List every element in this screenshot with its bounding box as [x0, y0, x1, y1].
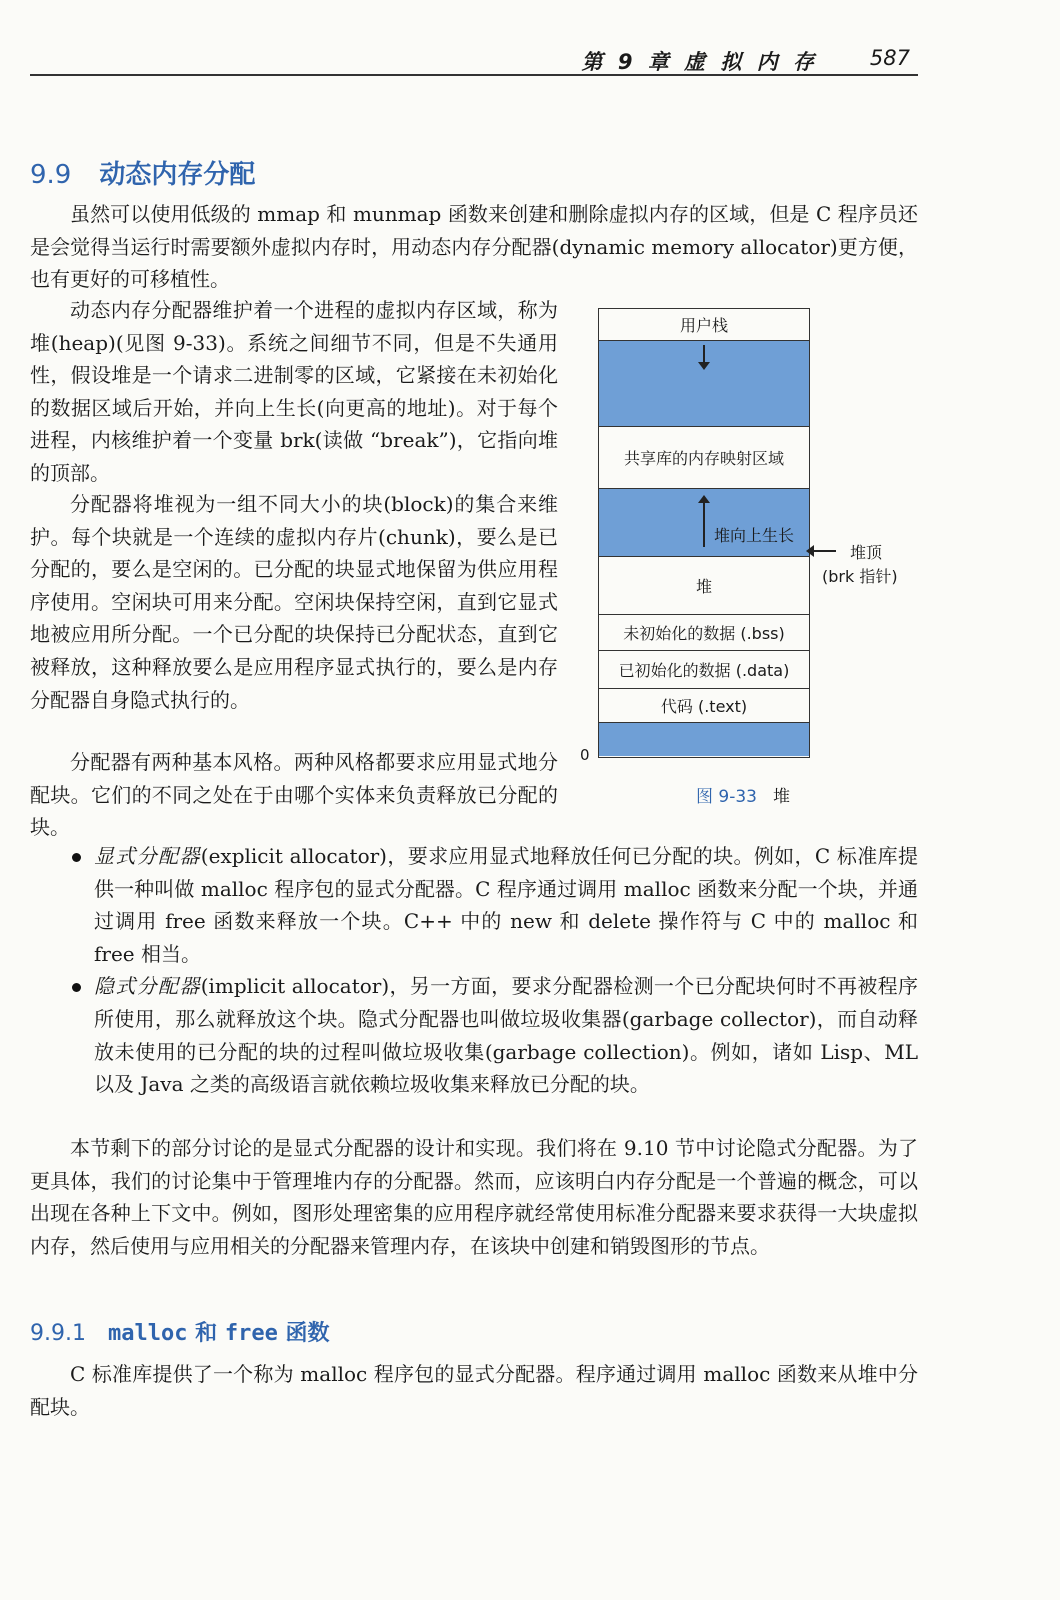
heap-grow-arrow — [703, 503, 705, 547]
segment-shared-libs: 共享库的内存映射区域 — [599, 427, 809, 489]
subsection-title-malloc: malloc — [107, 1321, 188, 1346]
heap-top-label: 堆顶 — [850, 543, 883, 562]
heap-grow-label: 堆向上生长 — [714, 526, 795, 545]
bullet-text: (explicit allocator)，要求应用显式地释放任何已分配的块。例如，C 标准库提供一种叫做 malloc 程序包的显式分配器。C 程序通过调用 malloc 函数来分配一个块，并通过调用 free 函数来释放一个块。C++ 中的 new 和 delete 操作符与 C 中的 malloc 和 free 相当。 — [94, 844, 918, 966]
subsection-number: 9.9.1 — [30, 1321, 86, 1346]
allocator-styles-list — [74, 840, 918, 1101]
subsection-title-suffix: 函数 — [285, 1321, 330, 1346]
segment-bss: 未初始化的数据 (.bss) — [599, 615, 809, 651]
segment-text: 代码 (.text) — [599, 689, 809, 723]
intro-paragraph: 虽然可以使用低级的 mmap 和 munmap 函数来创建和删除虚拟内存的区域，但是 C 程序员还是会觉得当运行时需要额外虚拟内存时，用动态内存分配器(dynamic memory allocator)更方便，也有更好的可移植性。 — [30, 202, 918, 292]
malloc-paragraph: C 标准库提供了一个称为 malloc 程序包的显式分配器。程序通过调用 malloc 函数来从堆中分配块。 — [30, 1362, 918, 1419]
segment-data: 已初始化的数据 (.data) — [599, 651, 809, 689]
bullet-term: 显式分配器 — [94, 844, 201, 868]
list-item — [94, 970, 918, 1100]
styles-paragraph: 分配器有两种基本风格。两种风格都要求应用显式地分配块。它们的不同之处在于由哪个实体来负责释放已分配的块。 — [30, 750, 558, 840]
heap-paragraph: 动态内存分配器维护着一个进程的虚拟内存区域，称为堆(heap)(见图 9-33)。系统之间细节不同，但是不失通用性，假设堆是一个请求二进制零的区域，它紧接在未初始化的数据区域后开始，并向上生长(向更高的地址)。对于每个进程，内核维护着一个变量 brk(读做 “break”)，它指向堆的顶部。 — [30, 298, 558, 485]
stack-grow-arrow — [703, 345, 705, 363]
blocks-paragraph: 分配器将堆视为一组不同大小的块(block)的集合来维护。每个块就是一个连续的虚拟内存片(chunk)，要么是已分配的，要么是空闲的。已分配的块显式地保留为供应用程序使用。空闲块可用来分配。空闲块保持空闲，直到它显式地被应用所分配。一个已分配的块保持已分配状态，直到它被释放，这种释放要么是应用程序显式执行的，要么是内存分配器自身隐式执行的。 — [30, 492, 558, 712]
section-heading — [30, 154, 255, 191]
segment-heap: 堆 — [599, 557, 809, 615]
brk-pointer-label: (brk 指针) — [822, 567, 898, 586]
section-number: 9.9 — [30, 160, 72, 190]
segment-user-stack: 用户栈 — [599, 309, 809, 341]
subsection-title-free: free — [224, 1321, 278, 1346]
bullet-icon — [72, 983, 81, 992]
running-header — [30, 44, 918, 76]
memory-layout — [598, 308, 810, 758]
figure-caption-text: 堆 — [773, 787, 790, 807]
subsection-title-and: 和 — [195, 1321, 218, 1346]
bullet-icon — [72, 853, 81, 862]
list-item — [94, 840, 918, 970]
heap-figure — [578, 304, 938, 814]
subsection-heading — [30, 1316, 330, 1347]
heap-top-arrow — [814, 550, 836, 552]
rest-paragraph: 本节剩下的部分讨论的是显式分配器的设计和实现。我们将在 9.10 节中讨论隐式分配器。为了更具体，我们的讨论集中于管理堆内存的分配器。然而，应该明白内存分配是一个普遍的概念，可以出现在各种上下文中。例如，图形处理密集的应用程序就经常使用标准分配器来要求获得一大块虚拟内存，然后使用与应用相关的分配器来管理内存，在该块中创建和销毁图形的节点。 — [30, 1136, 918, 1258]
figure-caption — [696, 782, 790, 807]
chapter-title: 第 9 章 虚 拟 内 存 — [581, 50, 818, 74]
segment-reserved — [599, 723, 809, 756]
page-number: 587 — [869, 46, 910, 70]
section-title: 动态内存分配 — [99, 160, 256, 190]
address-zero-label: 0 — [580, 746, 590, 764]
bullet-term: 隐式分配器 — [94, 974, 201, 999]
figure-number: 图 9-33 — [696, 787, 757, 807]
bullet-text: (implicit allocator)，另一方面，要求分配器检测一个已分配块何时不再被程序所使用，那么就释放这个块。隐式分配器也叫做垃圾收集器(garbage collector)，而自动释放未使用的已分配的块的过程叫做垃圾收集(garbage collection)。例如，诸如 Lisp、ML 以及 Java 之类的高级语言就依赖垃圾收集来释放已分配的块。 — [94, 974, 919, 1097]
